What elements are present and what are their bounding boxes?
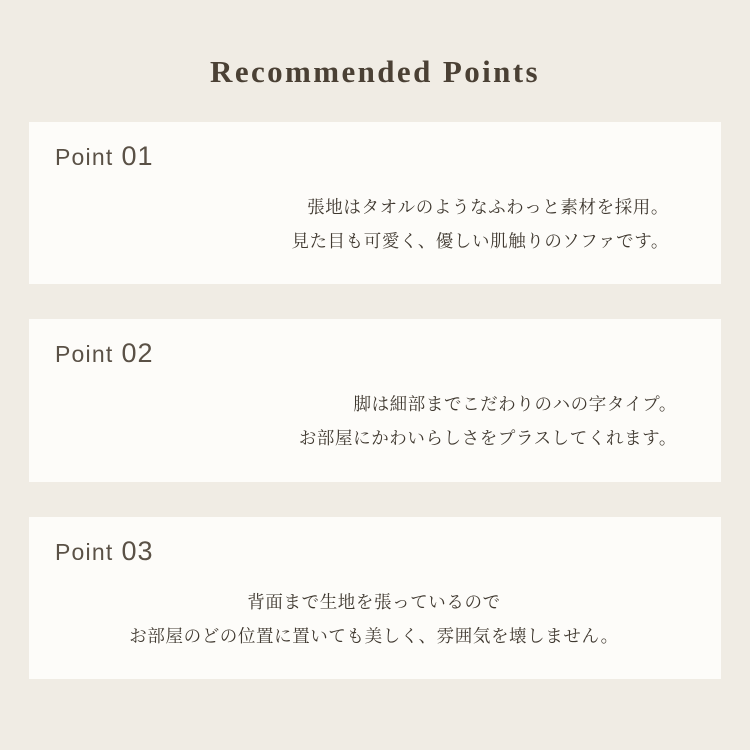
- point-label-prefix: Point: [55, 341, 114, 368]
- point-label-prefix: Point: [55, 538, 114, 565]
- point-body-line: お部屋のどの位置に置いても美しく、雰囲気を壊しません。: [129, 625, 619, 646]
- point-label-number: 03: [121, 535, 154, 566]
- point-body: [55, 387, 695, 455]
- point-label: [55, 340, 695, 367]
- point-card: [29, 517, 721, 679]
- page-title: Recommended Points: [210, 54, 540, 89]
- point-label-prefix: Point: [55, 144, 114, 171]
- point-label: [55, 143, 695, 170]
- point-body: [55, 190, 695, 258]
- point-label-number: 01: [121, 141, 154, 172]
- point-card: [29, 319, 721, 481]
- point-body-line: 見た目も可愛く、優しい肌触りのソファです。: [291, 231, 669, 252]
- point-body-line: お部屋にかわいらしさをプラスしてくれます。: [298, 428, 677, 449]
- point-card: [29, 122, 721, 284]
- points-list: [0, 122, 750, 679]
- point-label-number: 02: [121, 338, 154, 369]
- point-body-line: 背面まで生地を張っているので: [247, 591, 501, 612]
- point-label: [55, 535, 695, 566]
- point-body: [55, 585, 695, 653]
- point-body-line: 脚は細部までこだわりのハの字タイプ。: [353, 394, 677, 415]
- point-body-line: 張地はタオルのようなふわっと素材を採用。: [307, 197, 669, 218]
